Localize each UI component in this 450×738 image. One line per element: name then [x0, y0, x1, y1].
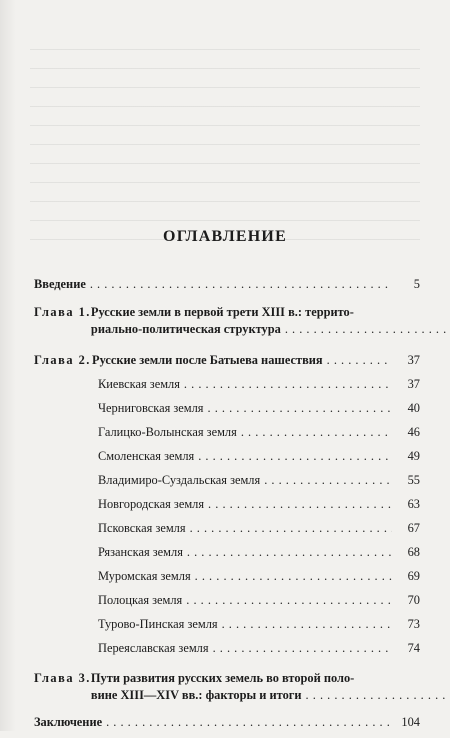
- page-number: 104: [401, 715, 420, 729]
- entry-label: Введение: [34, 277, 86, 291]
- toc-entry-section[interactable]: [34, 616, 420, 640]
- toc-entry-section[interactable]: [34, 472, 420, 496]
- toc-entry-introduction[interactable]: [34, 276, 420, 300]
- page-number: 46: [407, 425, 420, 439]
- page-number: 69: [407, 569, 420, 583]
- toc-entry-section[interactable]: [34, 544, 420, 568]
- dot-leader: [186, 592, 392, 609]
- toc-entry-section[interactable]: [34, 376, 420, 400]
- chapter-title: Русские земли после Батыева нашествия: [92, 353, 323, 367]
- dot-leader: [90, 276, 392, 293]
- page-number: 63: [407, 497, 420, 511]
- dot-leader: [195, 568, 392, 585]
- dot-leader: [198, 448, 392, 465]
- dot-leader: [208, 496, 392, 513]
- entry-label: Галицко-Волынская земля: [98, 425, 237, 439]
- entry-label: Переяславская земля: [98, 641, 209, 655]
- show-through-text: [30, 40, 420, 250]
- page-number: 67: [407, 521, 420, 535]
- page-number: 49: [407, 449, 420, 463]
- toc-entry-section[interactable]: [34, 568, 420, 592]
- page-number: 37: [407, 353, 420, 367]
- toc-entry-section[interactable]: [34, 448, 420, 472]
- dot-leader: [213, 640, 392, 657]
- page-number: 55: [407, 473, 420, 487]
- page-number: 70: [407, 593, 420, 607]
- chapter-prefix: Глава 1.: [34, 305, 91, 319]
- dot-leader: [208, 400, 392, 417]
- entry-label: Турово-Пинская земля: [98, 617, 218, 631]
- dot-leader: [222, 616, 392, 633]
- toc-entry-section[interactable]: [34, 424, 420, 448]
- toc-entry-section[interactable]: [34, 592, 420, 616]
- table-of-contents: [34, 276, 420, 738]
- entry-label: Полоцкая земля: [98, 593, 183, 607]
- entry-label: Псковская земля: [98, 521, 186, 535]
- page-number: 74: [407, 641, 420, 655]
- chapter-title-line1: Русские земли в первой трети XIII в.: террито-: [90, 305, 354, 319]
- toc-entry-chapter-2[interactable]: [34, 352, 420, 376]
- chapter-prefix: Глава 2.: [34, 353, 91, 367]
- dot-leader: [184, 376, 392, 393]
- page-shadow: [0, 0, 16, 731]
- toc-heading: ОГЛАВЛЕНИЕ: [163, 228, 287, 245]
- page-number: 5: [413, 277, 420, 291]
- page-number: 73: [407, 617, 420, 631]
- toc-entry-section[interactable]: [34, 520, 420, 544]
- toc-entry-section[interactable]: [34, 640, 420, 664]
- entry-label: Муромская земля: [98, 569, 191, 583]
- dot-leader: [285, 321, 450, 338]
- toc-entry-chapter-1[interactable]: [34, 304, 420, 344]
- entry-label: Рязанская земля: [98, 545, 183, 559]
- dot-leader: [264, 472, 392, 489]
- entry-label: Владимиро-Суздальская земля: [98, 473, 261, 487]
- toc-entry-section[interactable]: [34, 496, 420, 520]
- dot-leader: [187, 544, 392, 561]
- dot-leader: [106, 714, 392, 731]
- chapter-title-line2: риально-политическая структура: [90, 322, 281, 336]
- entry-label: Заключение: [34, 715, 103, 729]
- dot-leader: [190, 520, 392, 537]
- toc-entry-chapter-3[interactable]: [34, 670, 420, 712]
- chapter-title-line2: вине XIII—XIV вв.: факторы и итоги: [90, 688, 302, 702]
- entry-label: Новгородская земля: [98, 497, 205, 511]
- entry-label: Смоленская земля: [98, 449, 195, 463]
- chapter-title-line1: Пути развития русских земель во второй поло-: [90, 671, 355, 685]
- dot-leader: [306, 687, 450, 704]
- toc-entry-conclusion[interactable]: [34, 714, 420, 738]
- dot-leader: [241, 424, 392, 441]
- chapter-prefix: Глава 3.: [34, 671, 91, 685]
- page-number: 40: [407, 401, 420, 415]
- entry-label: Киевская земля: [98, 377, 180, 391]
- page-number: 68: [407, 545, 420, 559]
- dot-leader: [327, 352, 392, 369]
- toc-entry-section[interactable]: [34, 400, 420, 424]
- entry-label: Черниговская земля: [98, 401, 204, 415]
- page-number: 37: [407, 377, 420, 391]
